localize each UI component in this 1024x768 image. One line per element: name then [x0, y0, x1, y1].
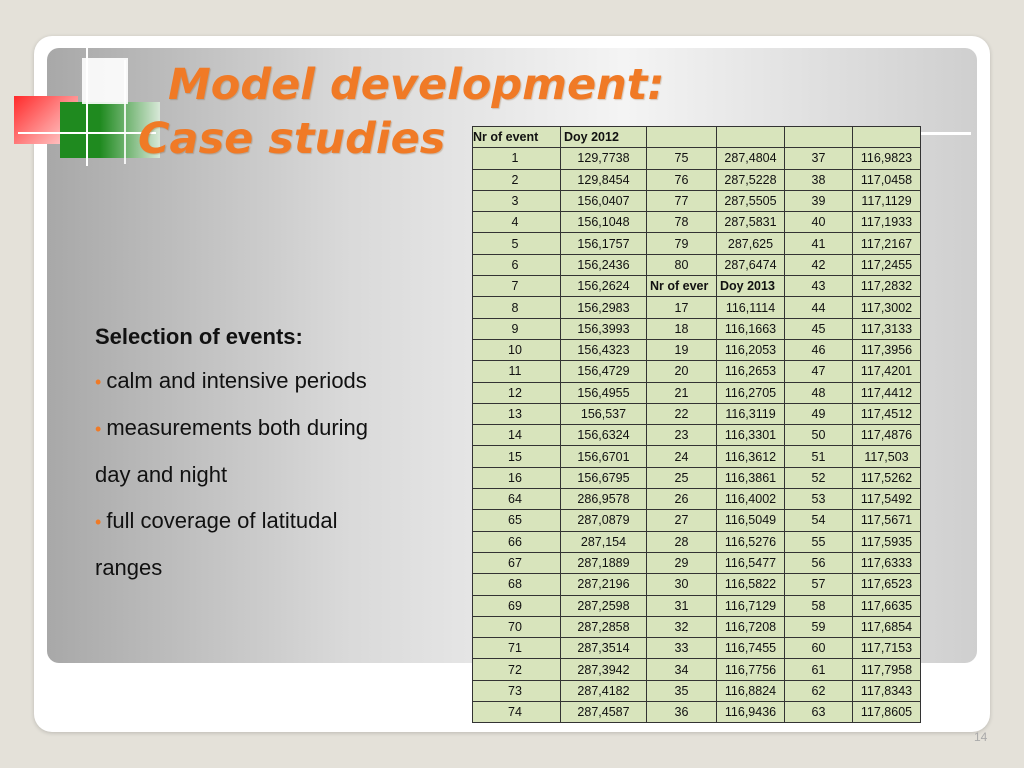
table-cell: 18 [647, 318, 717, 339]
events-table [472, 126, 921, 723]
table-cell: 287,1889 [561, 552, 647, 573]
table-cell: 156,2983 [561, 297, 647, 318]
table-cell: 59 [785, 616, 853, 637]
table-cell: 117,503 [853, 446, 921, 467]
table-cell: 116,7208 [717, 616, 785, 637]
table-cell: 116,5477 [717, 552, 785, 573]
table-cell: 27 [647, 510, 717, 531]
table-row [473, 339, 921, 360]
table-cell: 156,3993 [561, 318, 647, 339]
table-cell: 287,4587 [561, 702, 647, 723]
table-cell: 156,0407 [561, 190, 647, 211]
table-cell: 19 [647, 339, 717, 360]
table-cell: 80 [647, 254, 717, 275]
table-row [473, 190, 921, 211]
page-number: 14 [974, 730, 988, 744]
table-cell: 66 [473, 531, 561, 552]
decor-horizontal-line [18, 132, 156, 134]
table-cell: 1 [473, 148, 561, 169]
table-row [473, 403, 921, 424]
table-cell: 62 [785, 680, 853, 701]
body-heading: Selection of events: [95, 324, 303, 349]
table-cell: 57 [785, 574, 853, 595]
table-cell: 287,4182 [561, 680, 647, 701]
bullet-continuation: day and night [95, 462, 228, 487]
table-row [473, 254, 921, 275]
table-cell: 55 [785, 531, 853, 552]
table-cell: 156,2436 [561, 254, 647, 275]
table-cell: 43 [785, 276, 853, 297]
table-cell: 287,6474 [717, 254, 785, 275]
table-cell: 74 [473, 702, 561, 723]
table-cell: 60 [785, 638, 853, 659]
table-cell: 20 [647, 361, 717, 382]
table-header-cell [717, 127, 785, 148]
bullet-dot-icon: • [95, 512, 102, 532]
table-cell: 117,2832 [853, 276, 921, 297]
table-cell: 11 [473, 361, 561, 382]
table-cell: 117,4412 [853, 382, 921, 403]
table-cell: 156,4323 [561, 339, 647, 360]
table-cell: 117,6854 [853, 616, 921, 637]
bullet-item [95, 358, 455, 405]
table-cell: 54 [785, 510, 853, 531]
table-row [473, 702, 921, 723]
table-cell: 116,7455 [717, 638, 785, 659]
table-cell: 116,1114 [717, 297, 785, 318]
table-cell: 32 [647, 616, 717, 637]
decor-vertical-line-2 [124, 60, 126, 164]
table-cell: 117,5492 [853, 489, 921, 510]
table-cell: 23 [647, 425, 717, 446]
table-cell: 287,625 [717, 233, 785, 254]
table-cell: 7 [473, 276, 561, 297]
table-row [473, 531, 921, 552]
table-cell: 30 [647, 574, 717, 595]
table-cell: 156,2624 [561, 276, 647, 297]
table-row [473, 510, 921, 531]
table-cell: 47 [785, 361, 853, 382]
table-row [473, 212, 921, 233]
table-cell: 69 [473, 595, 561, 616]
table-cell: 116,5276 [717, 531, 785, 552]
table-row [473, 489, 921, 510]
table-cell: 73 [473, 680, 561, 701]
table-cell: 52 [785, 467, 853, 488]
slide-title-line-2: Case studies [138, 114, 446, 164]
table-cell: 58 [785, 595, 853, 616]
table-cell: 117,6635 [853, 595, 921, 616]
table-row [473, 552, 921, 573]
table-cell: 37 [785, 148, 853, 169]
table-cell: 16 [473, 467, 561, 488]
table-header-cell: Nr of event [473, 127, 561, 148]
table-row [473, 616, 921, 637]
table-row [473, 680, 921, 701]
table-cell: 116,2053 [717, 339, 785, 360]
table-cell: 117,1129 [853, 190, 921, 211]
table-header-cell [785, 127, 853, 148]
table-cell: 287,3514 [561, 638, 647, 659]
table-cell: 24 [647, 446, 717, 467]
table-cell: 117,3002 [853, 297, 921, 318]
table-cell: 10 [473, 339, 561, 360]
table-header-row [473, 127, 921, 148]
table-cell: 26 [647, 489, 717, 510]
table-cell: 31 [647, 595, 717, 616]
table-cell: 68 [473, 574, 561, 595]
table-cell: 117,7958 [853, 659, 921, 680]
table-cell: 117,1933 [853, 212, 921, 233]
table-cell: Nr of ever [647, 276, 717, 297]
table-cell: 156,4729 [561, 361, 647, 382]
table-cell: 61 [785, 659, 853, 680]
table-cell: 287,4804 [717, 148, 785, 169]
slide-body [95, 322, 455, 591]
table-cell: 117,5671 [853, 510, 921, 531]
table-cell: 78 [647, 212, 717, 233]
bullet-text: measurements both during [106, 415, 369, 440]
table-cell: 117,8343 [853, 680, 921, 701]
table-cell: 117,2455 [853, 254, 921, 275]
table-cell: 156,4955 [561, 382, 647, 403]
table-cell: 116,2705 [717, 382, 785, 403]
table-cell: 287,2858 [561, 616, 647, 637]
table-cell: 116,9436 [717, 702, 785, 723]
table-cell: 129,7738 [561, 148, 647, 169]
table-cell: 116,9823 [853, 148, 921, 169]
bullet-item [95, 405, 455, 452]
table-cell: 117,7153 [853, 638, 921, 659]
table-cell: 44 [785, 297, 853, 318]
table-cell: 36 [647, 702, 717, 723]
table-cell: 39 [785, 190, 853, 211]
table-cell: 4 [473, 212, 561, 233]
table-cell: 117,5935 [853, 531, 921, 552]
table-cell: 3 [473, 190, 561, 211]
table-cell: 117,3956 [853, 339, 921, 360]
table-cell: 34 [647, 659, 717, 680]
table-cell: 12 [473, 382, 561, 403]
table-cell: 48 [785, 382, 853, 403]
table-cell: 46 [785, 339, 853, 360]
table-cell: 156,537 [561, 403, 647, 424]
table-cell: 29 [647, 552, 717, 573]
table-header-cell [647, 127, 717, 148]
table-cell: 22 [647, 403, 717, 424]
table-cell: 70 [473, 616, 561, 637]
table-cell: 2 [473, 169, 561, 190]
table-cell: 116,2653 [717, 361, 785, 382]
table-row [473, 297, 921, 318]
table-cell: 116,7129 [717, 595, 785, 616]
table-cell: 117,6523 [853, 574, 921, 595]
table-cell: 41 [785, 233, 853, 254]
table-cell: 6 [473, 254, 561, 275]
table-cell: 50 [785, 425, 853, 446]
bullet-continuation: ranges [95, 555, 163, 580]
table-cell: 42 [785, 254, 853, 275]
table-cell: 117,4876 [853, 425, 921, 446]
table-cell: 287,2196 [561, 574, 647, 595]
table-cell: 117,4512 [853, 403, 921, 424]
table-cell: 64 [473, 489, 561, 510]
table-cell: 116,3301 [717, 425, 785, 446]
table-cell: 116,8824 [717, 680, 785, 701]
table-cell: 49 [785, 403, 853, 424]
table-row [473, 318, 921, 339]
table-cell: 17 [647, 297, 717, 318]
table-row [473, 638, 921, 659]
table-cell: 45 [785, 318, 853, 339]
table-cell: 13 [473, 403, 561, 424]
table-cell: 287,5831 [717, 212, 785, 233]
table-cell: 67 [473, 552, 561, 573]
bullet-text: full coverage of latitudal [106, 508, 338, 533]
table-cell: 287,3942 [561, 659, 647, 680]
table-cell: 77 [647, 190, 717, 211]
table-cell: 156,1757 [561, 233, 647, 254]
table-cell: 116,5049 [717, 510, 785, 531]
decor-vertical-line [86, 44, 88, 166]
table-cell: 116,3861 [717, 467, 785, 488]
table-cell: 71 [473, 638, 561, 659]
table-cell: 56 [785, 552, 853, 573]
table-cell: 35 [647, 680, 717, 701]
table-cell: 117,5262 [853, 467, 921, 488]
table-cell: 116,1663 [717, 318, 785, 339]
table-cell: 40 [785, 212, 853, 233]
table-row [473, 659, 921, 680]
table-row [473, 574, 921, 595]
decor-white-square [82, 58, 128, 104]
table-cell: 116,5822 [717, 574, 785, 595]
table-cell: 116,4002 [717, 489, 785, 510]
table-cell: 63 [785, 702, 853, 723]
table-cell: 5 [473, 233, 561, 254]
table-cell: 117,2167 [853, 233, 921, 254]
table-cell: 79 [647, 233, 717, 254]
table-cell: 8 [473, 297, 561, 318]
table-cell: 287,154 [561, 531, 647, 552]
table-cell: 156,6795 [561, 467, 647, 488]
table-cell: 53 [785, 489, 853, 510]
table-cell: 287,5505 [717, 190, 785, 211]
table-cell: 287,0879 [561, 510, 647, 531]
table-cell: 21 [647, 382, 717, 403]
table-cell: 28 [647, 531, 717, 552]
table-cell: 116,3612 [717, 446, 785, 467]
table-row [473, 595, 921, 616]
table-row [473, 148, 921, 169]
table-row [473, 446, 921, 467]
table-row [473, 169, 921, 190]
table-row [473, 276, 921, 297]
table-cell: 117,6333 [853, 552, 921, 573]
table-cell: 15 [473, 446, 561, 467]
table-cell: 287,2598 [561, 595, 647, 616]
table-cell: 117,4201 [853, 361, 921, 382]
bullet-dot-icon: • [95, 372, 102, 392]
table-cell: 117,3133 [853, 318, 921, 339]
table-cell: 156,1048 [561, 212, 647, 233]
table-cell: 65 [473, 510, 561, 531]
table-header-cell: Doy 2012 [561, 127, 647, 148]
table-cell: 9 [473, 318, 561, 339]
bullet-item [95, 498, 455, 545]
table-cell: 156,6701 [561, 446, 647, 467]
table-cell: 116,3119 [717, 403, 785, 424]
slide-title-line-1: Model development: [168, 60, 665, 110]
table-row [473, 233, 921, 254]
table-cell: 25 [647, 467, 717, 488]
table-cell: 75 [647, 148, 717, 169]
table-row [473, 382, 921, 403]
table-cell: 72 [473, 659, 561, 680]
table-row [473, 467, 921, 488]
table-cell: 14 [473, 425, 561, 446]
table-cell: 116,7756 [717, 659, 785, 680]
table-cell: 287,5228 [717, 169, 785, 190]
bullet-text: calm and intensive periods [106, 368, 367, 393]
table-cell: 129,8454 [561, 169, 647, 190]
table-cell: 117,0458 [853, 169, 921, 190]
table-header-cell [853, 127, 921, 148]
bullet-dot-icon: • [95, 419, 102, 439]
table-cell: 38 [785, 169, 853, 190]
table-row [473, 361, 921, 382]
table-cell: 76 [647, 169, 717, 190]
table-row [473, 425, 921, 446]
table-cell: Doy 2013 [717, 276, 785, 297]
table-cell: 117,8605 [853, 702, 921, 723]
table-cell: 156,6324 [561, 425, 647, 446]
table-cell: 51 [785, 446, 853, 467]
table-cell: 33 [647, 638, 717, 659]
decor-horizontal-line-right [920, 132, 971, 135]
table-cell: 286,9578 [561, 489, 647, 510]
